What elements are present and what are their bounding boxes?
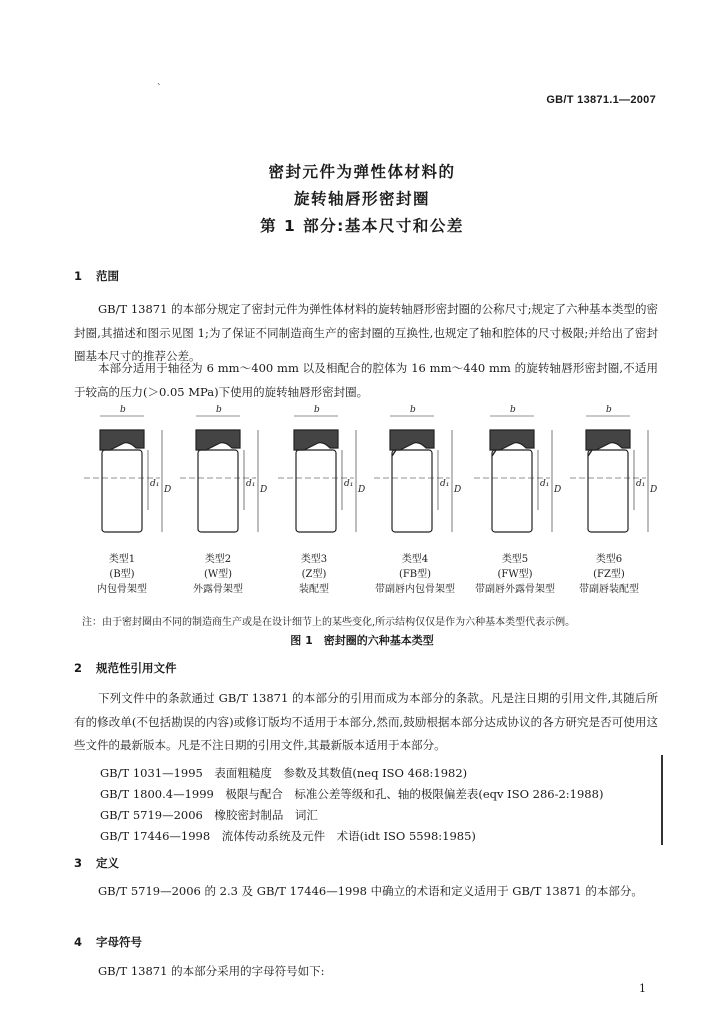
dim-b-label: b	[510, 405, 516, 415]
dim-d1-label: d₁	[636, 479, 646, 489]
seal-section	[100, 430, 144, 450]
dim-b-label: b	[216, 405, 222, 415]
section-2-heading	[74, 660, 177, 676]
definitions-paragraph: GB/T 5719—2006 的 2.3 及 GB/T 17446—1998 中确立的术语和定义适用于 GB/T 13871 的本部分。	[98, 884, 643, 898]
dim-D-label: D	[650, 485, 658, 495]
title-line-2: 旋转轴唇形密封圈	[293, 190, 430, 208]
figure-note: 注：由于密封圈由不同的制造商生产或是在设计细节上的某些变化,所示结构仅仅是作为六种基本类型代表示例。	[82, 617, 576, 628]
reference-item: GB/T 5719—2006 橡胶密封制品 词汇	[100, 808, 318, 822]
section-title: 定义	[96, 856, 119, 870]
title-line-1: 密封元件为弹性体材料的	[268, 163, 456, 181]
dim-D-label: D	[358, 485, 366, 495]
seal-section	[586, 430, 630, 450]
margin-bar	[661, 755, 663, 845]
scope-paragraph-1: GB/T 13871 的本部分规定了密封元件为弹性体材料的旋转轴唇形密封圈的公称尺寸;规定了六种基本类型的密封圈,其描述和图示见图 1;为了保证不同制造商生产的密封圈的互换性,也规定了轴和腔体的尺寸极限;并给出了密封圈基本尺寸的推荐公差。	[74, 302, 658, 363]
dim-d1-label: d₁	[246, 479, 256, 489]
section-number: 4	[74, 935, 83, 949]
type-caption-3: 类型3 (Z型) 装配型	[299, 554, 329, 595]
section-number: 2	[74, 661, 83, 675]
reference-list	[100, 763, 603, 847]
shaft-body	[102, 450, 142, 532]
section-title: 字母符号	[96, 935, 142, 949]
section-4-heading	[74, 934, 142, 950]
dim-d1-label: d₁	[540, 479, 550, 489]
corner-mark: `	[157, 84, 162, 94]
type-caption-1: 类型1 (B型) 内包骨架型	[97, 554, 147, 595]
seal-section	[294, 430, 338, 450]
dim-d1-label: d₁	[440, 479, 450, 489]
symbols-paragraph: GB/T 13871 的本部分采用的字母符号如下:	[98, 964, 325, 978]
scope-paragraph-2: 本部分适用于轴径为 6 mm～400 mm 以及相配合的腔体为 16 mm～440 mm 的旋转轴唇形密封圈,不适用于较高的压力(＞0.05 MPa)下使用的旋转轴唇形密封圈。	[74, 361, 658, 399]
seal-types-drawing	[74, 400, 658, 560]
seal-section	[390, 430, 434, 450]
shaft-body	[492, 450, 532, 532]
page-number: 1	[639, 982, 646, 995]
section-title: 规范性引用文件	[96, 661, 177, 675]
dim-b-label: b	[314, 405, 320, 415]
shaft-body	[296, 450, 336, 532]
seal-section	[196, 430, 240, 450]
seal-section	[490, 430, 534, 450]
reference-item: GB/T 17446—1998 流体传动系统及元件 术语(idt ISO 5598:1985)	[100, 829, 476, 843]
section-number: 3	[74, 856, 83, 870]
reference-item: GB/T 1031—1995 表面粗糙度 参数及其数值(neq ISO 468:1982)	[100, 766, 468, 780]
dim-b-label: b	[606, 405, 612, 415]
type-caption-2: 类型2 (W型) 外露骨架型	[193, 554, 243, 595]
shaft-body	[588, 450, 628, 532]
dim-D-label: D	[260, 485, 268, 495]
dim-d1-label: d₁	[344, 479, 354, 489]
reference-item: GB/T 1800.4—1999 极限与配合 标准公差等级和孔、轴的极限偏差表(eqv ISO 286-2:1988)	[100, 787, 604, 801]
section-3-heading	[74, 855, 119, 871]
title-line-3: 第 1 部分:基本尺寸和公差	[260, 217, 464, 235]
section-number: 1	[74, 269, 83, 283]
shaft-body	[198, 450, 238, 532]
standard-number: GB/T 13871.1—2007	[546, 94, 656, 106]
type-caption-6: 类型6 (FZ型) 带副唇装配型	[579, 554, 639, 595]
references-intro: 下列文件中的条款通过 GB/T 13871 的本部分的引用而成为本部分的条款。凡是注日期的引用文件,其随后所有的修改单(不包括勘误的内容)或修订版均不适用于本部分,然而,鼓励根据本部分达成协议的各方研究是否可使用这些文件的最新版本。凡是不注日期的引用文件,其最新版本适用于本部分。	[74, 691, 658, 752]
section-title: 范围	[96, 269, 119, 283]
dim-b-label: b	[410, 405, 416, 415]
type-caption-4: 类型4 (FB型) 带副唇内包骨架型	[375, 554, 455, 595]
figure-caption: 图 1 密封圈的六种基本类型	[290, 634, 434, 647]
dim-d1-label: d₁	[150, 479, 160, 489]
type-caption-5: 类型5 (FW型) 带副唇外露骨架型	[475, 554, 555, 595]
dim-D-label: D	[454, 485, 462, 495]
dim-D-label: D	[554, 485, 562, 495]
dim-D-label: D	[164, 485, 172, 495]
section-1-heading	[74, 268, 119, 284]
dim-b-label: b	[120, 405, 126, 415]
shaft-body	[392, 450, 432, 532]
type-captions	[74, 552, 654, 602]
figure-1	[74, 400, 658, 620]
